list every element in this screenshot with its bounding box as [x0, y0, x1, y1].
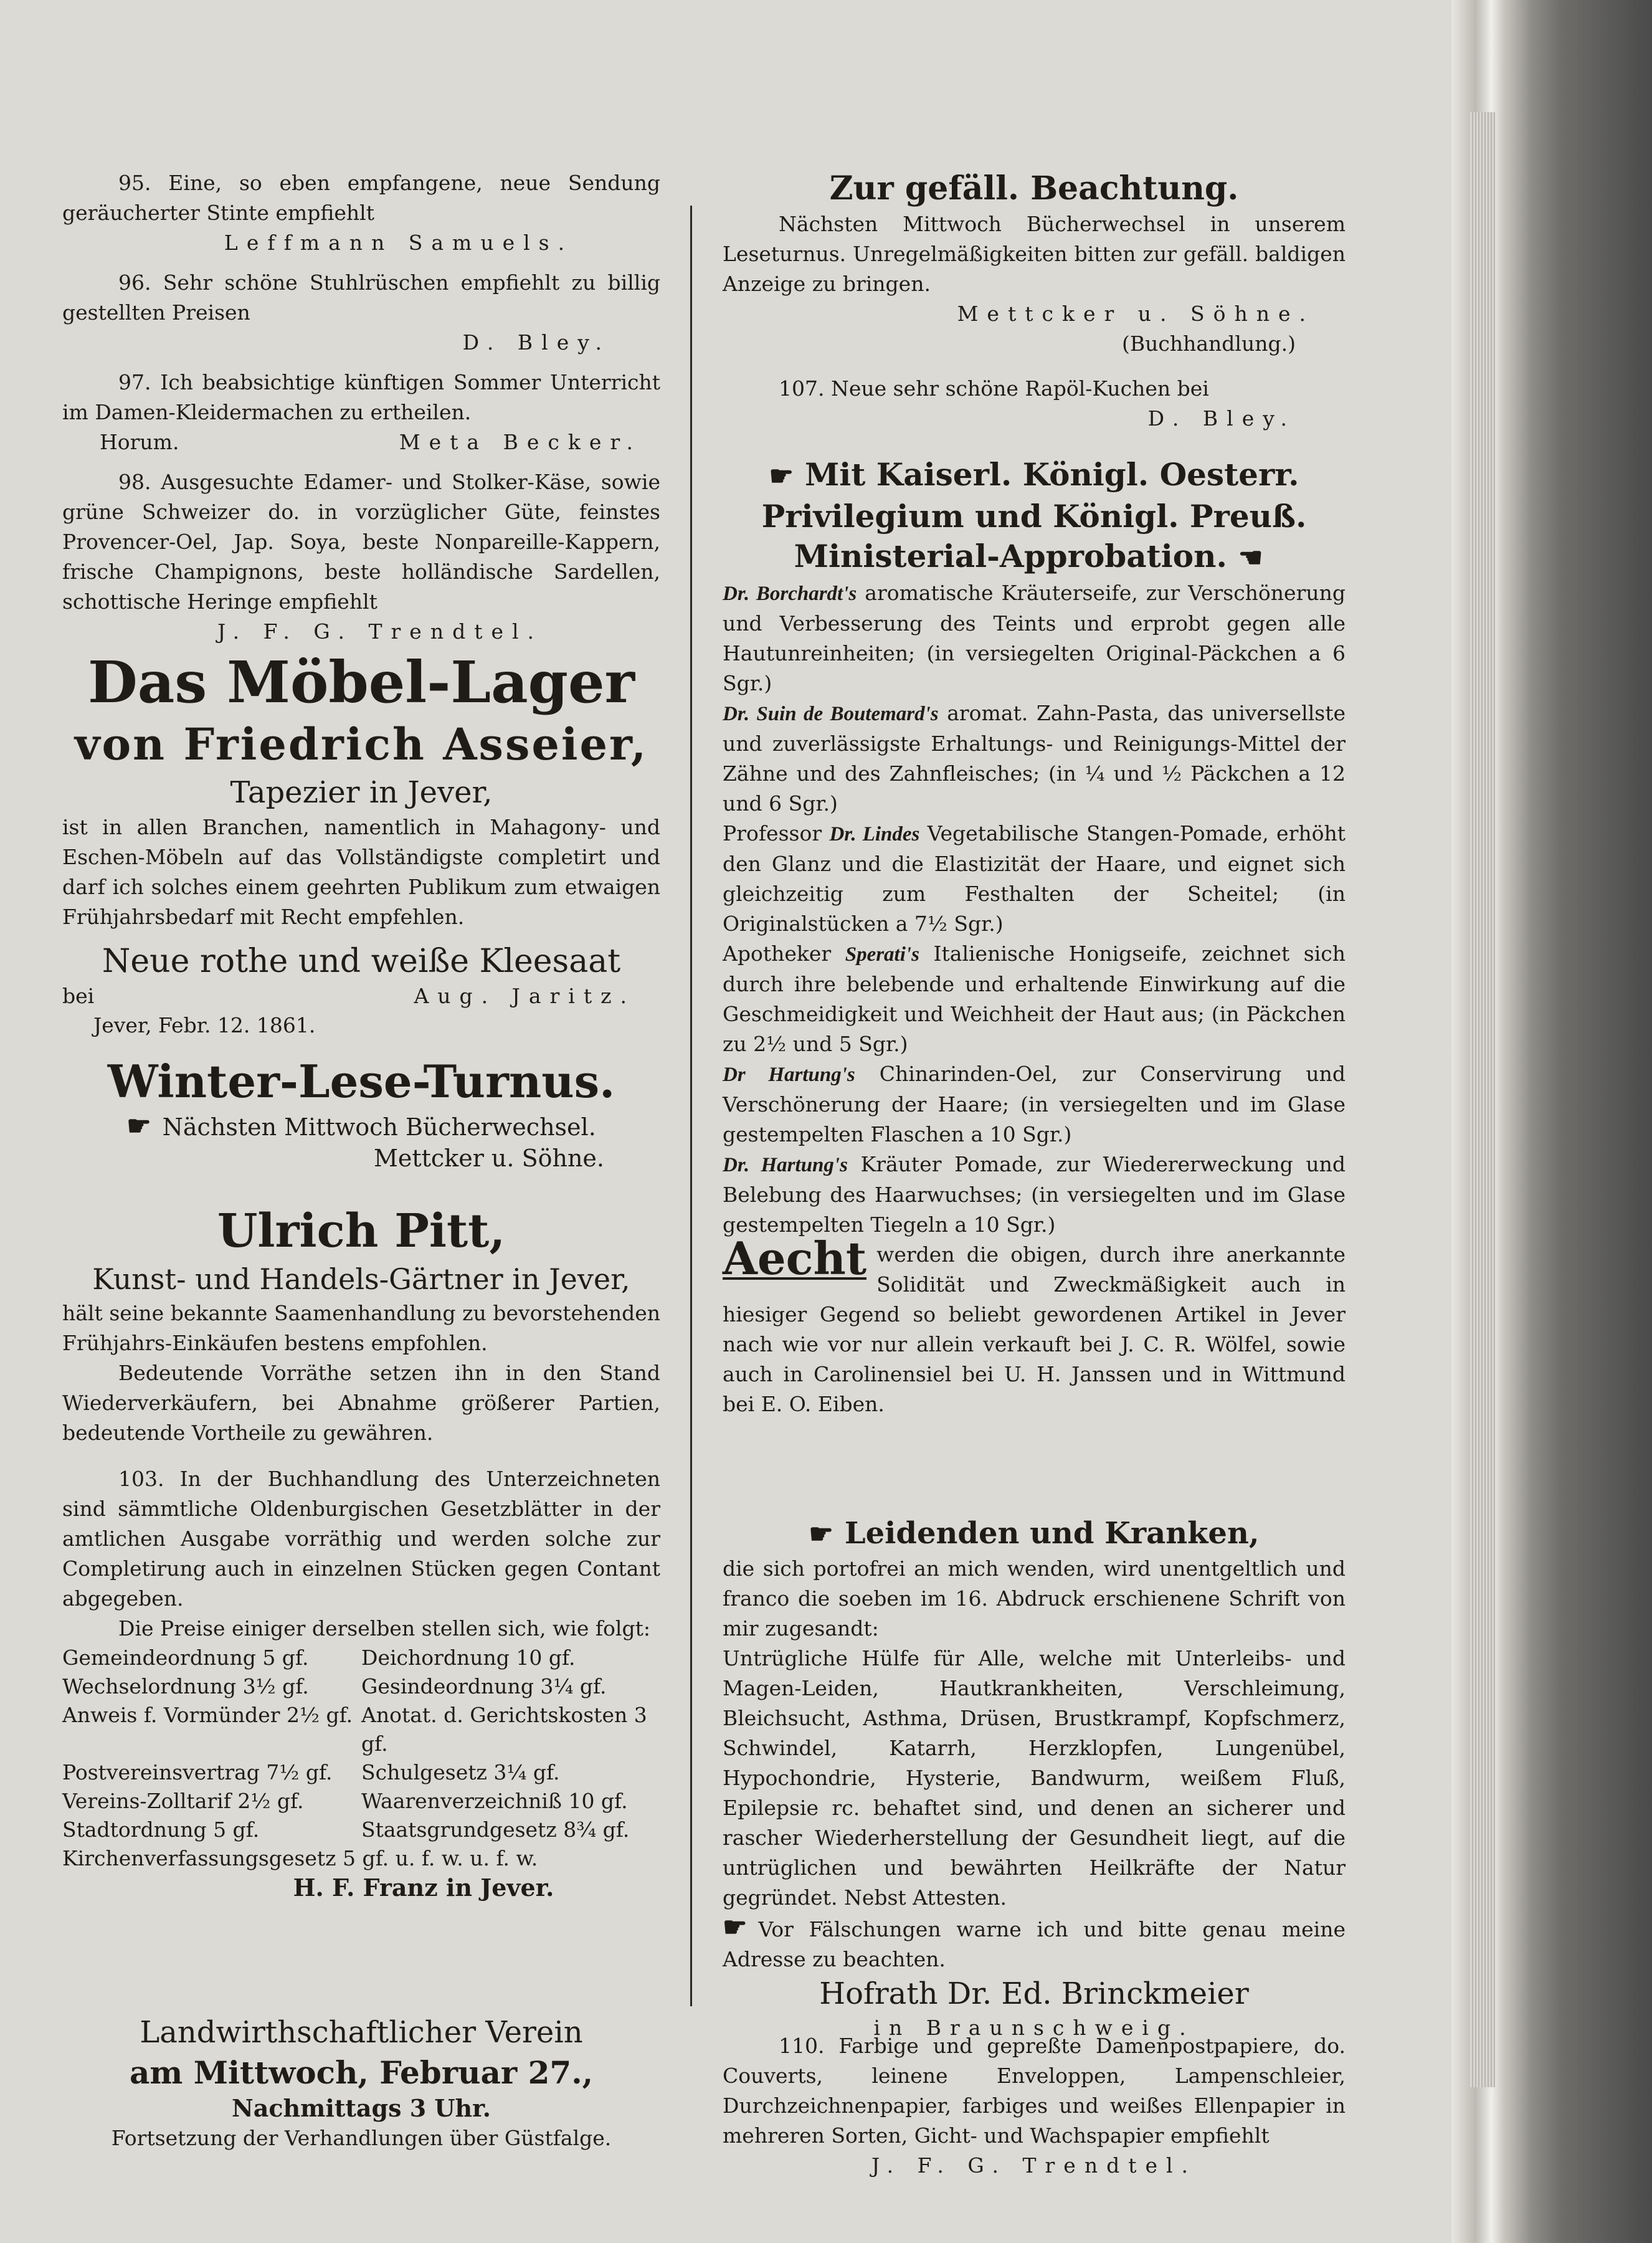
- pitt-title: Ulrich Pitt,: [217, 1204, 506, 1258]
- ad-96: [62, 268, 660, 358]
- price-item: Vereins-Zolltarif 2½ gf.: [62, 1789, 304, 1813]
- k1-name: Dr. Borchardt's: [723, 583, 857, 605]
- k3-name: Dr. Lindes: [829, 823, 920, 845]
- kaiser-ad: [723, 455, 1346, 1419]
- beachtung-title: Zur gefäll. Beachtung.: [829, 169, 1239, 207]
- k4-name: Sperati's: [845, 943, 919, 966]
- k4-text: Italienische Honigseife, zeichnet sich durch ihre belebende und erhaltende Einwirkung auf die Geschmeidigkeit und Weichheit der Haut aus; (in Päckchen zu 2½ und 5 Sgr.): [723, 941, 1346, 1056]
- kleesaat-signature: Aug. Jaritz.: [414, 984, 635, 1008]
- pointing-hand-icon: ☛: [809, 1518, 833, 1550]
- ad-98-signature: J. F. G. Trendtel.: [217, 619, 543, 644]
- k2-entry: [723, 698, 1346, 819]
- pitt-ad: [62, 1202, 660, 1448]
- kleesaat-bei: bei: [62, 984, 95, 1008]
- leid-title: Leidenden und Kranken,: [844, 1516, 1260, 1551]
- moebel-title: Das Möbel-Lager: [87, 649, 635, 716]
- leid-title-line: [723, 1514, 1346, 1554]
- price-list: [62, 1644, 660, 1844]
- price-item: Anotat. d. Gerichtskosten 3 gf.: [361, 1703, 647, 1756]
- winter-ad: [62, 1053, 660, 1173]
- winter-title: Winter-Lese-Turnus.: [107, 1055, 615, 1108]
- pitt-subtitle: Kunst- und Handels-Gärtner in Jever,: [92, 1262, 630, 1296]
- kleesaat-ad: [62, 941, 660, 1041]
- book-page-stack: [1470, 112, 1495, 2087]
- k1-entry: [723, 578, 1346, 698]
- ad-98-text: 98. Ausgesuchte Edamer- und Stolker-Käse, sowie grüne Schweizer do. in vorzüglicher Güte, feinstes Provencer-Oel, Jap. Soya, beste Nonpareille-Kappern, frische Champignons, beste holländische Sardellen, schottische Heringe empfiehlt: [62, 470, 660, 614]
- kaiser-line-3: [723, 536, 1346, 578]
- moebel-subtitle: von Friedrich Asseier,: [74, 718, 648, 770]
- pointing-hand-icon: ☛: [769, 460, 794, 492]
- ad-97-signature: Meta Becker.: [399, 430, 642, 454]
- kaiser-line-1: [723, 455, 1346, 497]
- verein-ad: [62, 2012, 660, 2153]
- moebel-subtitle-2: Tapezier in Jever,: [230, 775, 493, 810]
- kleesaat-date: Jever, Febr. 12. 1861.: [93, 1013, 316, 1037]
- leid-text: die sich portofrei an mich wenden, wird unentgeltlich und franco die soeben im 16. Abdruck erschienene Schrift von mir zugesandt:: [723, 1556, 1346, 1641]
- beachtung-ad: [723, 168, 1346, 359]
- winter-text: Nächsten Mittwoch Bücherwechsel.: [162, 1113, 596, 1141]
- ad-107-text: 107. Neue sehr schöne Rapöl-Kuchen bei: [779, 376, 1209, 401]
- ad-110: [723, 2031, 1346, 2181]
- aecht-text: werden die obigen, durch ihre anerkannte Solidität und Zweckmäßigkeit auch in hiesiger Gegend so beliebt gewordenen Artikel in Jever nach wie vor nur allein verkauft bei J. C. R. Wölfel, sowie auch in Carolinensiel bei U. H. Janssen und in Wittmund bei E. O. Eiben.: [723, 1242, 1346, 1416]
- moebel-text: ist in allen Branchen, namentlich in Mahagony- und Eschen-Möbeln auf das Vollständigste completirt und darf ich solches einem geehrten Publikum zum etwaigen Frühjahrsbedarf mit Recht empfehlen.: [62, 815, 660, 929]
- winter-line: [62, 1110, 660, 1143]
- ad-110-signature: J. F. G. Trendtel.: [871, 2153, 1197, 2178]
- price-item: Gemeindeordnung 5 gf.: [62, 1645, 309, 1670]
- k4-prefix: Apotheker: [723, 941, 832, 966]
- ad-96-signature: D. Bley.: [462, 330, 610, 355]
- column-rule: [690, 206, 692, 2006]
- k6-entry: [723, 1150, 1346, 1240]
- ad-110-text: 110. Farbige und gepreßte Damenpostpapiere, do. Couverts, leinene Enveloppen, Lampenschleier, Durchzeichnenpapier, farbiges und weißes Ellenpapier in mehreren Sorten, Gicht- und Wachspapier empfiehlt: [723, 2034, 1346, 2148]
- leid-text-2: Untrügliche Hülfe für Alle, welche mit Unterleibs- und Magen-Leiden, Hautkrankheiten, Verschleimung, Bleichsucht, Asthma, Drüsen, Brustkrampf, Kopfschmerz, Schwindel, Katarrh, Herzklopfen, Lungenübel, Hypochondrie, Hysterie, Bandwurm, weißem Fluß, Epilepsie rc. behaftet sind, und denen an sicherer und rascher Wiederherstellung der Gesundheit liegt, auf die untrüglichen und bewährten Heilkräfte der Natur gegründet. Nebst Attesten.: [723, 1646, 1346, 1910]
- ad-95-signature: Leffmann Samuels.: [224, 231, 574, 255]
- ad-103: [62, 1464, 660, 1903]
- moebel-ad: [62, 648, 660, 932]
- pitt-text: hält seine bekannte Saamenhandlung zu bevorstehenden Frühjahrs-Einkäufen bestens empfohlen.: [62, 1301, 660, 1355]
- pointing-hand-icon: ☚: [1238, 542, 1263, 574]
- k5-entry: [723, 1059, 1346, 1150]
- leid-warn: Vor Fälschungen warne ich und bitte genau meine Adresse zu beachten.: [723, 1917, 1346, 1971]
- k4-entry: [723, 939, 1346, 1059]
- pointing-hand-icon: ☛: [723, 1912, 748, 1943]
- kaiser-title-1: Mit Kaiserl. Königl. Oesterr.: [804, 456, 1299, 493]
- ad-95-text: 95. Eine, so eben empfangene, neue Sendung geräucherter Stinte empfiehlt: [62, 171, 660, 225]
- k5-text: Chinarinden-Oel, zur Conservirung und Verschönerung der Haare; (in versiegelten und im Glase gestempelten Flaschen a 10 Sgr.): [723, 1062, 1346, 1146]
- winter-signature: Mettcker u. Söhne.: [373, 1145, 604, 1172]
- price-item: Anweis f. Vormünder 2½ gf.: [62, 1703, 353, 1727]
- k2-text: aromat. Zahn-Pasta, das universellste und zuverlässigste Erhaltungs- und Reinigungs-Mittel der Zähne und des Zahnfleisches; (in ¼ und ½ Päckchen a 12 und 6 Sgr.): [723, 701, 1346, 816]
- price-item: Wechselordnung 3½ gf.: [62, 1674, 309, 1698]
- ad-97-text: 97. Ich beabsichtige künftigen Sommer Unterricht im Damen-Kleidermachen zu ertheilen.: [62, 370, 660, 424]
- ad-97: [62, 368, 660, 457]
- k2-name: Dr. Suin de Boutemard's: [723, 703, 939, 725]
- pointing-hand-icon: ☛: [126, 1110, 151, 1142]
- aecht-word: Aecht: [723, 1232, 867, 1285]
- beachtung-text: Nächsten Mittwoch Bücherwechsel in unserem Leseturnus. Unregelmäßigkeiten bitten zur gefäll. baldigen Anzeige zu bringen.: [723, 212, 1346, 296]
- leidenden-ad: [723, 1514, 1346, 2043]
- k3-prefix: Professor: [723, 821, 822, 845]
- ad-103-signature: H. F. Franz in Jever.: [293, 1874, 554, 1902]
- ad-96-text: 96. Sehr schöne Stuhlrüschen empfiehlt zu billig gestellten Preisen: [62, 270, 660, 325]
- aecht-entry: [723, 1232, 1346, 1419]
- price-item: Stadtordnung 5 gf.: [62, 1817, 260, 1842]
- k6-name: Dr. Hartung's: [723, 1154, 848, 1176]
- leid-signature: Hofrath Dr. Ed. Brinckmeier: [819, 1976, 1249, 2011]
- price-item: Postvereinsvertrag 7½ gf.: [62, 1760, 333, 1784]
- ad-97-place: Horum.: [100, 430, 179, 454]
- verein-text: Fortsetzung der Verhandlungen über Güstfalge.: [111, 2126, 612, 2150]
- leid-warn-line: [723, 1913, 1346, 1974]
- price-item: Schulgesetz 3¼ gf.: [361, 1760, 560, 1784]
- k3-entry: [723, 819, 1346, 939]
- price-item: Waarenverzeichniß 10 gf.: [361, 1789, 628, 1813]
- ad-98: [62, 467, 660, 647]
- price-last: Kirchenverfassungsgesetz 5 gf. u. f. w. u. f. w.: [62, 1846, 538, 1870]
- k5-name: Dr Hartung's: [723, 1064, 855, 1086]
- ad-107: [723, 374, 1346, 434]
- beachtung-signature-2: (Buchhandlung.): [1122, 331, 1296, 356]
- kaiser-title-3: Ministerial-Approbation.: [794, 538, 1227, 574]
- pitt-text-2: Bedeutende Vorräthe setzen ihn in den Stand Wiederverkäufern, bei Abnahme größerer Partien, bedeutende Vortheile zu gewähren.: [62, 1361, 660, 1445]
- k3-text: Vegetabilische Stangen-Pomade, erhöht den Glanz und die Elastizität der Haare, und eignet sich gleichzeitig zum Festhalten der Scheitel; (in Originalstücken a 7½ Sgr.): [723, 821, 1346, 936]
- ad-103-prices-intro: Die Preise einiger derselben stellen sich, wie folgt:: [118, 1616, 650, 1641]
- kleesaat-title: Neue rothe und weiße Kleesaat: [102, 943, 621, 980]
- verein-title: Landwirthschaftlicher Verein: [140, 2015, 583, 2050]
- k6-text: Kräuter Pomade, zur Wiedererweckung und Belebung des Haarwuchses; (in versiegelten und im Glase gestempelten Tiegeln a 10 Sgr.): [723, 1152, 1346, 1237]
- verein-date: am Mittwoch, Februar 27.,: [129, 2054, 594, 2091]
- price-item: Staatsgrundgesetz 8¾ gf.: [361, 1817, 630, 1842]
- ad-95: [62, 168, 660, 258]
- verein-time: Nachmittags 3 Uhr.: [232, 2094, 491, 2122]
- kaiser-title-2: Privilegium und Königl. Preuß.: [761, 498, 1307, 535]
- ad-107-signature: D. Bley.: [1147, 406, 1296, 431]
- k1-text: aromatische Kräuterseife, zur Verschönerung und Verbesserung des Teints und erprobt gegen alle Hautunreinheiten; (in versiegelten Original-Päckchen a 6 Sgr.): [723, 581, 1346, 695]
- price-item: Gesindeordnung 3¼ gf.: [361, 1674, 607, 1698]
- leid-signature-2: in Braunschweig.: [873, 2016, 1195, 2040]
- price-item: Deichordnung 10 gf.: [361, 1645, 576, 1670]
- ad-103-text: 103. In der Buchhandlung des Unterzeichneten sind sämmtliche Oldenburgischen Gesetzblätter in der amtlichen Ausgabe vorräthig und werden solche zur Completirung auch in einzelnen Stücken gegen Contant abgegeben.: [62, 1467, 660, 1611]
- beachtung-signature: Mettcker u. Söhne.: [957, 302, 1314, 326]
